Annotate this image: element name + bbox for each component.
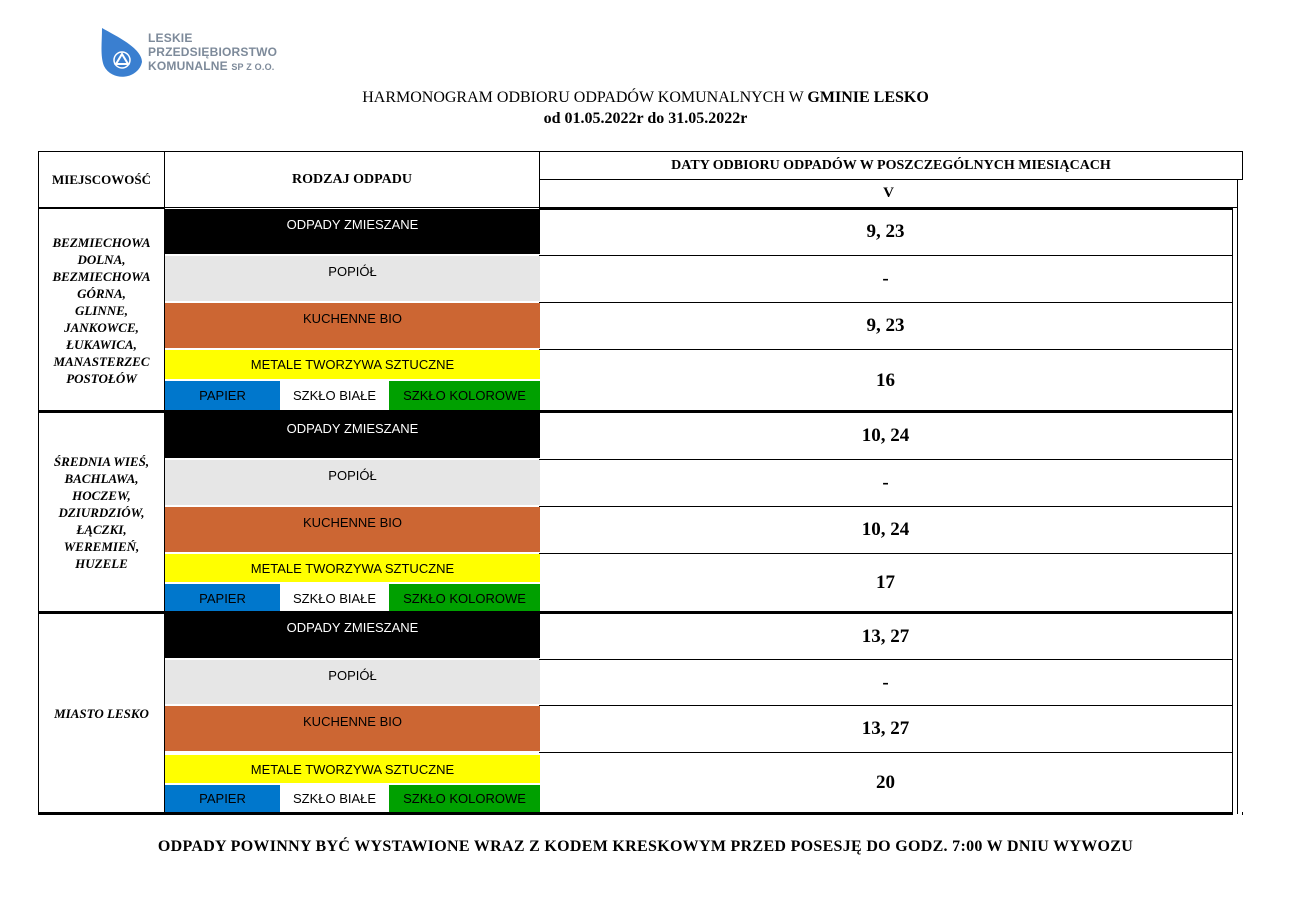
logo-line-3: KOMUNALNE SP Z O.O.: [148, 59, 275, 73]
date-mixed: 10, 24: [539, 413, 1233, 460]
header-locality: MIEJSCOWOŚĆ: [38, 151, 165, 208]
outer-right-border: [1237, 180, 1238, 814]
waste-ash: POPIÓŁ: [165, 256, 540, 301]
waste-metal-plastic: METALE TWORZYWA SZTUCZNE: [165, 554, 540, 582]
locality-group-3: MIASTO LESKO: [38, 614, 165, 812]
header-month: V: [539, 179, 1238, 208]
waste-bio: KUCHENNE BIO: [165, 507, 540, 552]
outer-corner-mark: [1242, 812, 1243, 815]
date-recycling: 17: [539, 554, 1233, 612]
date-bio: 13, 27: [539, 706, 1233, 753]
date-recycling: 16: [539, 350, 1233, 411]
waste-paper: PAPIER: [165, 584, 280, 612]
date-bio: 10, 24: [539, 507, 1233, 554]
table-bottom-border: [38, 812, 1233, 815]
locality-group-2: ŚREDNIA WIEŚ, BACHLAWA, HOCZEW, DZIURDZIÓW, ŁĄCZKI, WEREMIEŃ, HUZELE: [38, 413, 165, 612]
group-separator-2: [38, 611, 1233, 614]
date-bio: 9, 23: [539, 303, 1233, 350]
logo-line-2: PRZEDSIĘBIORSTWO: [148, 45, 278, 59]
date-mixed: 9, 23: [539, 209, 1233, 256]
date-ash: -: [539, 460, 1233, 507]
waste-metal-plastic: METALE TWORZYWA SZTUCZNE: [165, 350, 540, 379]
waste-white-glass: SZKŁO BIAŁE: [280, 785, 389, 812]
page-period: od 01.05.2022r do 31.05.2022r: [543, 110, 748, 127]
header-separator: [539, 207, 1233, 210]
date-ash: -: [539, 660, 1233, 706]
waste-white-glass: SZKŁO BIAŁE: [280, 381, 389, 410]
group-separator-1: [38, 410, 1233, 413]
header-waste-type: RODZAJ ODPADU: [164, 151, 540, 208]
waste-mixed: ODPADY ZMIESZANE: [165, 209, 540, 254]
waste-color-glass: SZKŁO KOLOROWE: [389, 584, 540, 612]
locality-group-1: BEZMIECHOWA DOLNA, BEZMIECHOWA GÓRNA, GLINNE, JANKOWCE, ŁUKAWICA, MANASTERZEC POSTOŁÓW: [38, 209, 165, 411]
recycling-drop-icon: [98, 26, 148, 80]
date-ash: -: [539, 256, 1233, 303]
date-mixed: 13, 27: [539, 614, 1233, 660]
header-dates: DATY ODBIORU ODPADÓW W POSZCZEGÓLNYCH MIESIĄCACH: [539, 151, 1243, 180]
waste-mixed: ODPADY ZMIESZANE: [165, 614, 540, 658]
waste-ash: POPIÓŁ: [165, 660, 540, 704]
waste-bio: KUCHENNE BIO: [165, 706, 540, 751]
company-logo: [98, 26, 288, 82]
page-title: HARMONOGRAM ODBIORU ODPADÓW KOMUNALNYCH W GMINIE LESKO: [362, 89, 929, 106]
logo-line-1: LESKIE: [148, 31, 193, 45]
waste-white-glass: SZKŁO BIAŁE: [280, 584, 389, 612]
waste-paper: PAPIER: [165, 785, 280, 812]
waste-bio: KUCHENNE BIO: [165, 303, 540, 348]
waste-color-glass: SZKŁO KOLOROWE: [389, 381, 540, 410]
waste-mixed: ODPADY ZMIESZANE: [165, 413, 540, 458]
waste-paper: PAPIER: [165, 381, 280, 410]
footer-note: ODPADY POWINNY BYĆ WYSTAWIONE WRAZ Z KODEM KRESKOWYM PRZED POSESJĘ DO GODZ. 7:00 W DNIU WYWOZU: [157, 838, 1134, 855]
locality-top-border: [38, 208, 165, 209]
waste-color-glass: SZKŁO KOLOROWE: [389, 785, 540, 812]
waste-ash: POPIÓŁ: [165, 460, 540, 505]
date-recycling: 20: [539, 753, 1233, 812]
waste-metal-plastic: METALE TWORZYWA SZTUCZNE: [165, 755, 540, 783]
